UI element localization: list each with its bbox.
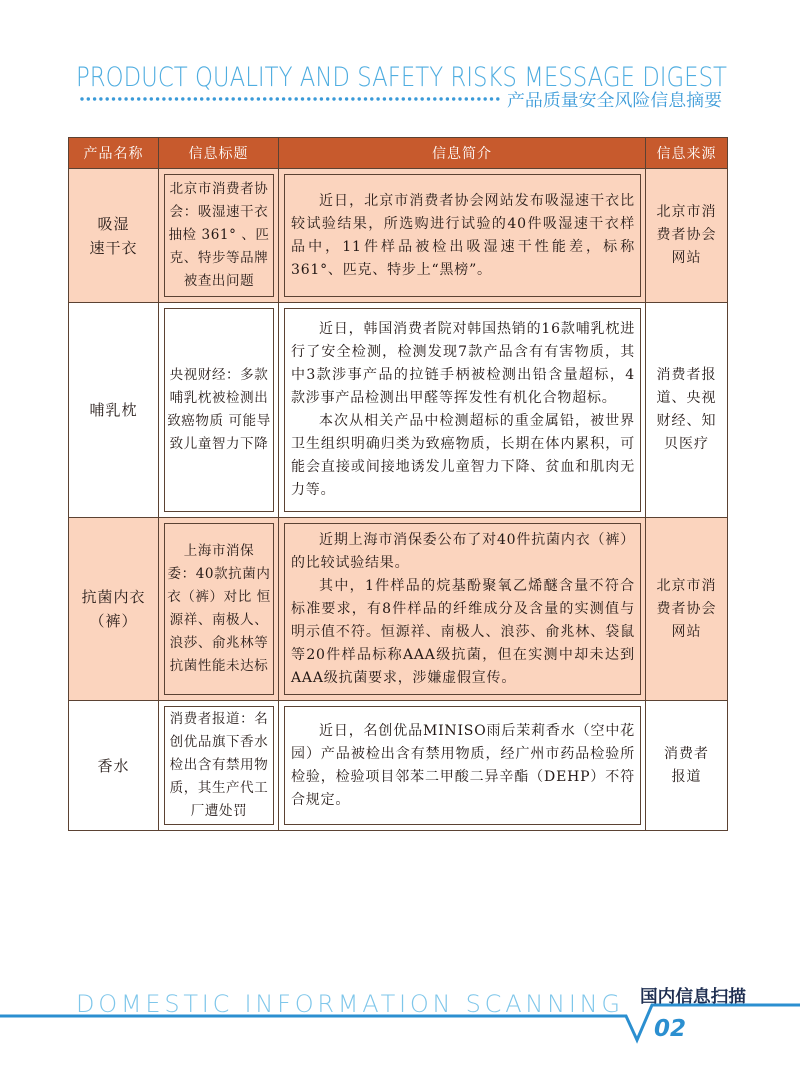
headline-line: 央视财经：多款 — [169, 367, 269, 383]
headline-box — [164, 308, 274, 512]
headline-line: 浪莎、俞兆林等 — [169, 635, 269, 651]
headline-box — [164, 706, 274, 825]
column-header-title: 信息标题 — [159, 138, 279, 169]
page-number: 02 — [654, 1016, 687, 1042]
headline-box — [164, 174, 274, 297]
summary-cell — [279, 169, 646, 303]
product-name-line: 香水 — [97, 756, 130, 775]
headline-line: 创优品旗下香水 — [169, 734, 269, 750]
product-cell — [69, 701, 159, 831]
headline-line: 北京市消费者协 — [169, 181, 269, 197]
headline-cell — [159, 303, 279, 518]
product-name-line: 吸湿 — [97, 214, 130, 233]
section-title-cn: 国内信息扫描 — [640, 987, 742, 1007]
source-line: 报道 — [671, 768, 702, 785]
headline-line: 致儿童智力下降 — [169, 436, 269, 452]
column-header-source: 信息来源 — [646, 138, 728, 169]
info-table — [68, 137, 728, 831]
masthead-title-en: PRODUCT QUALITY AND SAFETY RISKS MESSAGE DIGEST — [76, 62, 727, 93]
summary-cell — [279, 701, 646, 831]
headline-line: 消费者报道：名 — [169, 711, 269, 727]
summary-paragraph: 近日，北京市消费者协会网站发布吸湿速干衣比较试验结果，所选购进行试验的40件吸湿速干衣样品中，11件样品被检出吸湿速干性能差，标称361°、匹克、特步上“黑榜”。 — [291, 192, 635, 278]
product-name — [97, 754, 129, 778]
headline-line: 抽检 361° 、匹 — [168, 227, 270, 243]
source-cell — [646, 303, 728, 518]
column-header-intro: 信息简介 — [279, 138, 646, 169]
source-cell — [646, 169, 728, 303]
headline-line: 质，其生产代工 — [169, 780, 269, 796]
product-name — [89, 398, 137, 422]
source-line: 消费者 — [664, 745, 709, 762]
summary-box — [284, 174, 641, 297]
summary-box — [284, 523, 641, 695]
headline-box — [164, 523, 274, 695]
headline-line: 哺乳枕被检测出 — [169, 390, 269, 406]
source-line: 北京市消 — [656, 577, 717, 594]
product-name — [81, 585, 145, 633]
source-line: 财经、知 — [656, 413, 717, 429]
headline-line: 检出含有禁用物 — [169, 757, 269, 773]
source-line: 贝医疗 — [664, 436, 709, 452]
page-footer — [0, 975, 800, 1055]
headline-line: 厂遭处罚 — [190, 803, 248, 819]
source-line: 消费者报 — [656, 367, 717, 383]
product-cell — [69, 169, 159, 303]
section-title-en: DOMESTIC INFORMATION SCANNING — [76, 990, 620, 1018]
masthead-title-cn: 产品质量安全风险信息摘要 — [507, 91, 722, 111]
source-line: 网站 — [671, 623, 702, 640]
headline-line: 委：40款抗菌内 — [167, 566, 271, 582]
summary-box — [284, 706, 641, 825]
product-name-line: （裤） — [89, 612, 138, 630]
headline-line: 克、特步等品牌 — [169, 250, 269, 266]
summary-cell — [279, 303, 646, 518]
summary-paragraph: 其中，1件样品的烷基酚聚氧乙烯醚含量不符合标准要求，有8件样品的纤维成分及含量的实测值与明示值不符。恒源祥、南极人、浪莎、俞兆林、袋鼠等20件样品标称AAA级抗菌，但在实测中却未达到AAA级抗菌要求，涉嫌虚假宣传。 — [291, 577, 635, 686]
headline-line: 上海市消保 — [183, 543, 255, 559]
headline-line: 会：吸湿速干衣 — [169, 204, 269, 220]
source-line: 网站 — [671, 250, 702, 266]
product-name — [89, 212, 137, 260]
source-line: 费者协会 — [656, 600, 717, 617]
headline-cell — [159, 169, 279, 303]
source-line: 道、央视 — [656, 390, 717, 406]
headline-line: 衣（裤）对比 恒 — [167, 589, 271, 605]
source-line: 北京市消 — [656, 204, 717, 220]
summary-paragraph: 近日，名创优品MINISO雨后茉莉香水（空中花园）产品被检出含有禁用物质，经广州市药品检验所检验，检验项目邻苯二甲酸二异辛酯（DEHP）不符合规定。 — [291, 722, 635, 808]
product-name-line: 抗菌内衣 — [81, 588, 146, 606]
headline-line: 抗菌性能未达标 — [169, 658, 269, 674]
summary-box — [284, 308, 641, 512]
product-name-line: 速干衣 — [89, 238, 138, 257]
headline-line: 源祥、南极人、 — [169, 612, 269, 628]
source-cell — [646, 701, 728, 831]
product-cell — [69, 518, 159, 701]
summary-paragraph: 近日，韩国消费者院对韩国热销的16款哺乳枕进行了安全检测，检测发现7款产品含有有害物质，其中3款涉事产品的拉链手柄被检测出铅含量超标，4款涉事产品检测出甲醛等挥发性有机化合物超标。 — [291, 321, 635, 406]
headline-line: 被查出问题 — [183, 273, 255, 289]
summary-paragraph: 本次从相关产品中检测超标的重金属铅，被世界卫生组织明确归类为致癌物质，长期在体内累积，可能会直接或间接地诱发儿童智力下降、贫血和肌肉无力等。 — [291, 413, 635, 498]
headline-line: 致癌物质 可能导 — [167, 413, 271, 429]
product-name-line: 哺乳枕 — [89, 401, 138, 419]
product-cell — [69, 303, 159, 518]
summary-paragraph: 近期上海市消保委公布了对40件抗菌内衣（裤）的比较试验结果。 — [291, 531, 635, 571]
masthead — [0, 0, 800, 120]
column-header-product: 产品名称 — [69, 138, 159, 169]
headline-cell — [159, 518, 279, 701]
source-cell — [646, 518, 728, 701]
source-line: 费者协会 — [656, 227, 717, 243]
headline-cell — [159, 701, 279, 831]
summary-cell — [279, 518, 646, 701]
